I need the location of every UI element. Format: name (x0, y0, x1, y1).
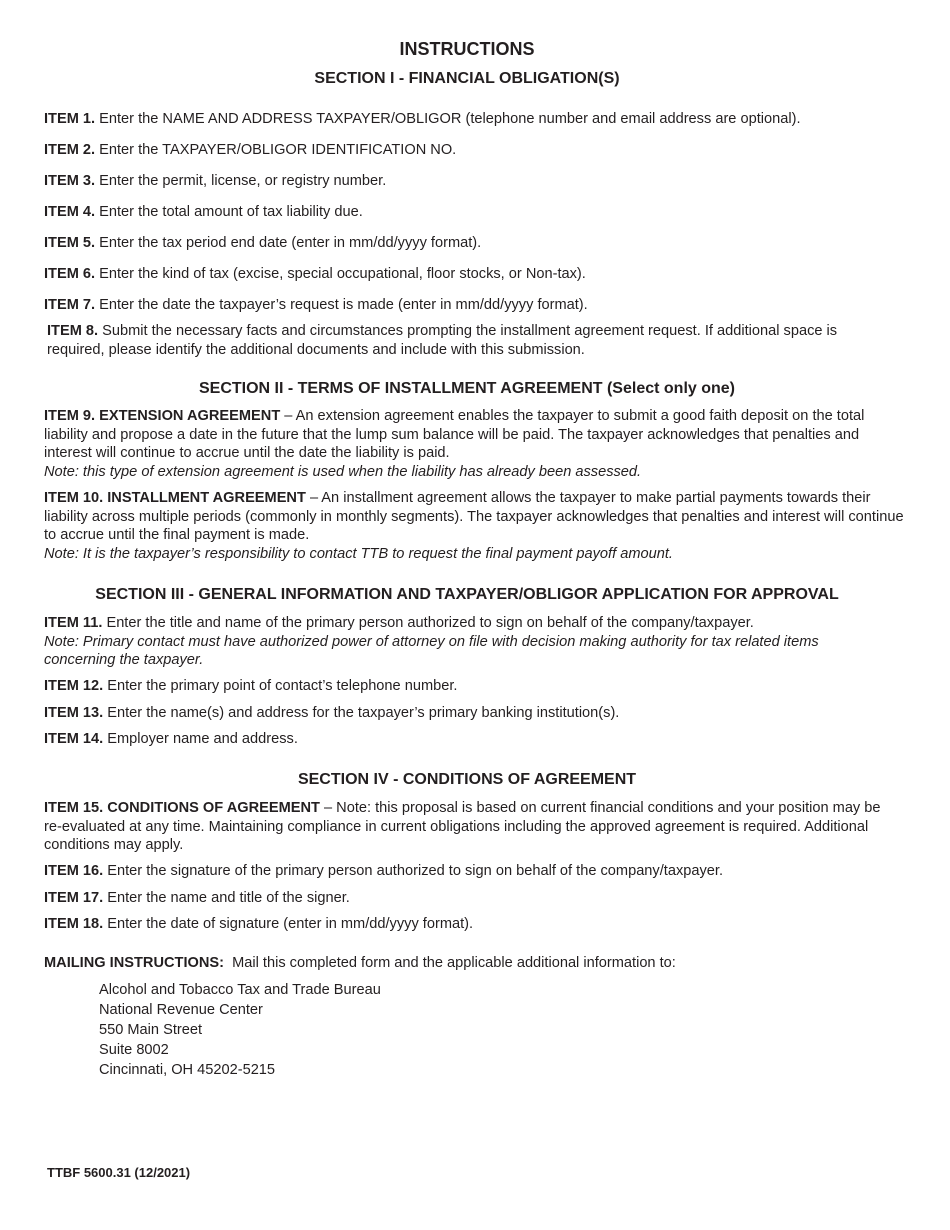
item-label: ITEM 17. (44, 890, 104, 906)
address-line: National Revenue Center (99, 1002, 263, 1018)
item-text: Enter the tax period end date (enter in mm/dd/yyyy format). (95, 235, 482, 251)
item-text: Enter the NAME AND ADDRESS TAXPAYER/OBLIGOR (telephone number and email address are optional). (95, 111, 801, 127)
item-18 (44, 915, 904, 934)
item-label: ITEM 9. EXTENSION AGREEMENT (44, 408, 281, 424)
item-note: Note: It is the taxpayer’s responsibility to contact TTB to request the final payment payoff amount. (44, 545, 673, 562)
address-line: Cincinnati, OH 45202-5215 (99, 1062, 276, 1078)
item-13 (44, 704, 904, 723)
address-line: Suite 8002 (99, 1042, 169, 1058)
item-text: Enter the title and name of the primary person authorized to sign on behalf of the company/taxpayer. (102, 615, 754, 631)
item-9 (44, 407, 906, 481)
item-label: ITEM 14. (44, 731, 104, 747)
mailing-label: MAILING INSTRUCTIONS: (44, 955, 224, 971)
mailing-address (99, 980, 381, 1080)
section-1-heading: SECTION I - FINANCIAL OBLIGATION(S) (314, 70, 620, 87)
address-line: 550 Main Street (99, 1022, 203, 1038)
mailing-instructions (44, 954, 904, 973)
item-8 (47, 322, 847, 359)
item-note: Note: Primary contact must have authorized power of attorney on file with decision making authority for tax related items concerning the taxpayer. (44, 633, 819, 668)
item-label: ITEM 15. CONDITIONS OF AGREEMENT (44, 800, 320, 816)
item-text: Enter the TAXPAYER/OBLIGOR IDENTIFICATION NO. (95, 142, 457, 158)
item-label: ITEM 2. (44, 142, 96, 158)
item-2 (44, 141, 904, 160)
section-2-heading: SECTION II - TERMS OF INSTALLMENT AGREEMENT (Select only one) (198, 380, 735, 397)
item-text: – An extension agreement enables the taxpayer to submit a good faith deposit on the total liability and propose a date in the future that the lump sum balance will be paid. The taxpayer acknowledges that penalties and interest will continue to accrue until the date the liability is paid. (44, 408, 865, 461)
item-15 (44, 799, 889, 855)
item-text: Enter the date of signature (enter in mm/dd/yyyy format). (103, 916, 474, 932)
item-text: Submit the necessary facts and circumstances prompting the installment agreement request. If additional space is required, please identify the additional documents and include with this submission. (47, 323, 838, 358)
item-text: Enter the signature of the primary person authorized to sign on behalf of the company/taxpayer. (103, 863, 723, 879)
item-text: Enter the date the taxpayer’s request is made (enter in mm/dd/yyyy format). (95, 297, 588, 313)
item-label: ITEM 5. (44, 235, 96, 251)
form-number: TTBF 5600.31 (12/2021) (47, 1165, 191, 1180)
item-label: ITEM 1. (44, 111, 96, 127)
item-text: Employer name and address. (103, 731, 298, 747)
item-label: ITEM 3. (44, 173, 96, 189)
item-label: ITEM 4. (44, 204, 96, 220)
item-note: Note: this type of extension agreement is used when the liability has already been assessed. (44, 463, 642, 480)
item-12 (44, 677, 904, 696)
item-label: ITEM 16. (44, 863, 104, 879)
item-10 (44, 489, 906, 563)
item-label: ITEM 8. (47, 323, 99, 339)
item-text: Enter the total amount of tax liability due. (95, 204, 363, 220)
item-4 (44, 203, 904, 222)
item-text: Enter the name(s) and address for the taxpayer’s primary banking institution(s). (103, 705, 620, 721)
item-text: Enter the name and title of the signer. (103, 890, 350, 906)
item-text: – An installment agreement allows the taxpayer to make partial payments towards their liability across multiple periods (commonly in monthly segments). The taxpayer acknowledges that penalties and interest will continue to accrue until the final payment is made. (44, 490, 904, 543)
item-11 (44, 614, 884, 670)
item-label: ITEM 13. (44, 705, 104, 721)
item-6 (44, 265, 904, 284)
item-7 (44, 296, 904, 315)
item-5 (44, 234, 904, 253)
item-label: ITEM 11. (44, 615, 103, 631)
item-label: ITEM 10. INSTALLMENT AGREEMENT (44, 490, 306, 506)
item-label: ITEM 18. (44, 916, 104, 932)
item-text: Enter the primary point of contact’s telephone number. (103, 678, 458, 694)
section-3-heading: SECTION III - GENERAL INFORMATION AND TAXPAYER/OBLIGOR APPLICATION FOR APPROVAL (95, 586, 839, 603)
item-label: ITEM 7. (44, 297, 96, 313)
section-4-heading: SECTION IV - CONDITIONS OF AGREEMENT (297, 771, 637, 788)
item-label: ITEM 12. (44, 678, 104, 694)
item-label: ITEM 6. (44, 266, 96, 282)
item-16 (44, 862, 904, 881)
item-3 (44, 172, 904, 191)
mailing-text: Mail this completed form and the applicable additional information to: (223, 955, 676, 971)
item-text: Enter the permit, license, or registry number. (95, 173, 387, 189)
item-text: – Note: this proposal is based on current financial conditions and your position may be re-evaluated at any time. Maintaining compliance in current obligations including the approved agreement is required. Additional conditions may apply. (44, 800, 881, 853)
page-title: INSTRUCTIONS (399, 39, 535, 59)
item-1 (44, 110, 904, 129)
item-17 (44, 889, 904, 908)
address-line: Alcohol and Tobacco Tax and Trade Bureau (99, 982, 381, 998)
item-14 (44, 730, 904, 749)
item-text: Enter the kind of tax (excise, special occupational, floor stocks, or Non-tax). (95, 266, 586, 282)
